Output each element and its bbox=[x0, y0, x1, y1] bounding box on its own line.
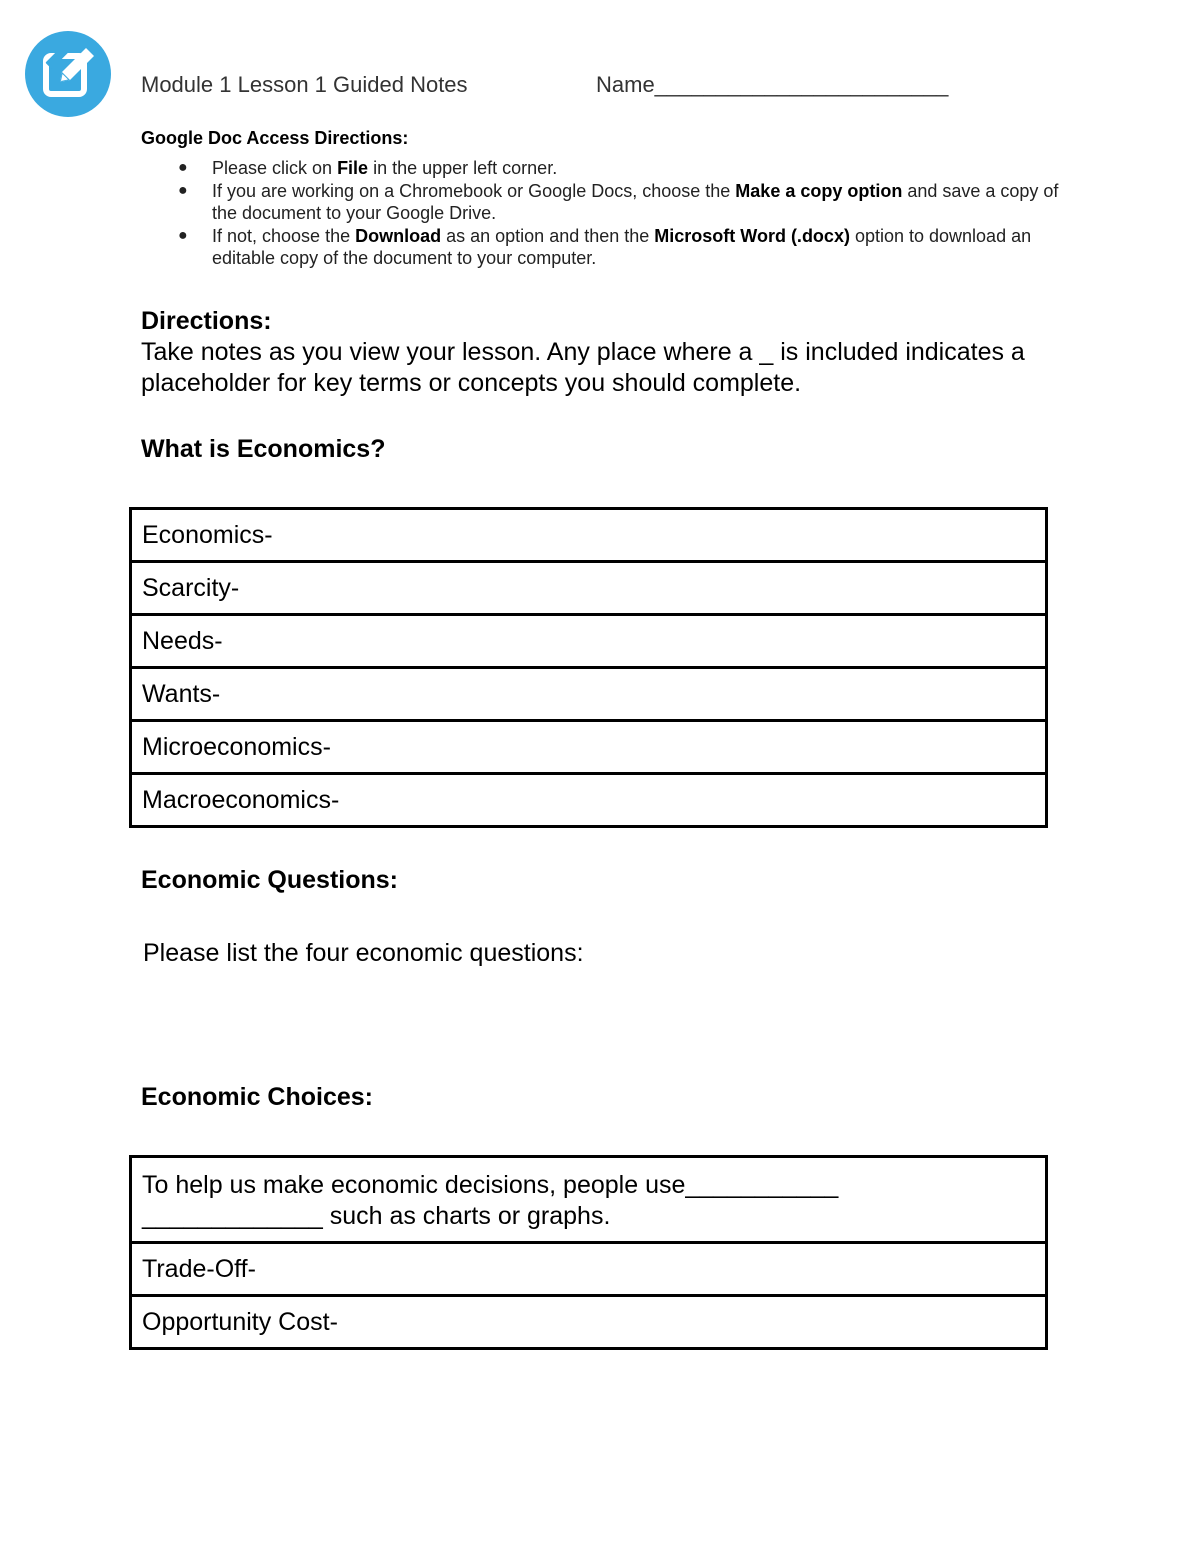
table-row bbox=[131, 562, 1047, 615]
name-field[interactable]: Name________________________ bbox=[596, 72, 949, 97]
table-cell[interactable]: Wants- bbox=[131, 668, 1047, 721]
table-row bbox=[131, 1157, 1047, 1243]
table-cell[interactable]: Scarcity- bbox=[131, 562, 1047, 615]
list-item-text: If you are working on a Chromebook or Google Docs, choose the bbox=[212, 180, 736, 201]
list-item-text: in the upper left corner. bbox=[368, 158, 558, 178]
table-row bbox=[131, 1243, 1047, 1296]
table-row bbox=[131, 509, 1047, 562]
questions-prompt: Please list the four economic questions: bbox=[143, 939, 584, 967]
table-row bbox=[131, 721, 1047, 774]
choices-line-2: _____________ such as charts or graphs. bbox=[142, 1201, 611, 1230]
table-row bbox=[131, 774, 1047, 827]
choices-line-1: To help us make economic decisions, people use___________ bbox=[142, 1170, 839, 1199]
table-cell[interactable]: Trade-Off- bbox=[131, 1243, 1047, 1296]
access-directions bbox=[141, 128, 1071, 270]
section-heading-economic-questions: Economic Questions: bbox=[141, 866, 398, 894]
section-heading-economic-choices: Economic Choices: bbox=[141, 1083, 373, 1111]
terms-table bbox=[129, 507, 1048, 828]
list-item-bold: Download bbox=[355, 225, 442, 246]
directions-heading: Directions: bbox=[141, 307, 272, 335]
table-cell[interactable]: Economics- bbox=[131, 509, 1047, 562]
bullet-icon: ● bbox=[178, 159, 188, 176]
choices-table bbox=[129, 1155, 1048, 1350]
directions-text: Take notes as you view your lesson. Any place where a _ is included indicates a placeholder for key terms or concepts you should complete. bbox=[141, 338, 1025, 397]
table-cell[interactable]: Opportunity Cost- bbox=[131, 1296, 1047, 1349]
bullet-icon: ● bbox=[178, 181, 188, 199]
list-item-bold: File bbox=[337, 158, 369, 178]
table-cell[interactable] bbox=[131, 1157, 1047, 1243]
table-row bbox=[131, 668, 1047, 721]
access-heading: Google Doc Access Directions: bbox=[141, 128, 409, 148]
list-item-text: as an option and then the bbox=[441, 225, 655, 246]
table-row bbox=[131, 1296, 1047, 1349]
list-item bbox=[141, 225, 1071, 270]
bullet-icon: ● bbox=[178, 226, 188, 244]
table-cell[interactable]: Needs- bbox=[131, 615, 1047, 668]
list-item bbox=[141, 157, 1071, 180]
directions-section bbox=[141, 305, 1141, 399]
table-cell[interactable]: Microeconomics- bbox=[131, 721, 1047, 774]
list-item-text: and save a copy of the document to your Google Drive. bbox=[212, 180, 1059, 223]
list-item-text: Please click on bbox=[212, 158, 338, 178]
edit-note-icon bbox=[24, 30, 112, 118]
table-cell[interactable]: Macroeconomics- bbox=[131, 774, 1047, 827]
list-item-bold: Microsoft Word (.docx) bbox=[654, 225, 850, 246]
list-item-text: If not, choose the bbox=[212, 225, 356, 246]
list-item-text: option to download an editable copy of the document to your computer. bbox=[212, 225, 1032, 268]
list-item bbox=[141, 180, 1071, 225]
section-heading-what-is-economics: What is Economics? bbox=[141, 435, 386, 463]
list-item-bold: Make a copy option bbox=[735, 180, 903, 201]
access-list bbox=[141, 157, 1071, 270]
document-title: Module 1 Lesson 1 Guided Notes bbox=[141, 72, 468, 97]
table-row bbox=[131, 615, 1047, 668]
